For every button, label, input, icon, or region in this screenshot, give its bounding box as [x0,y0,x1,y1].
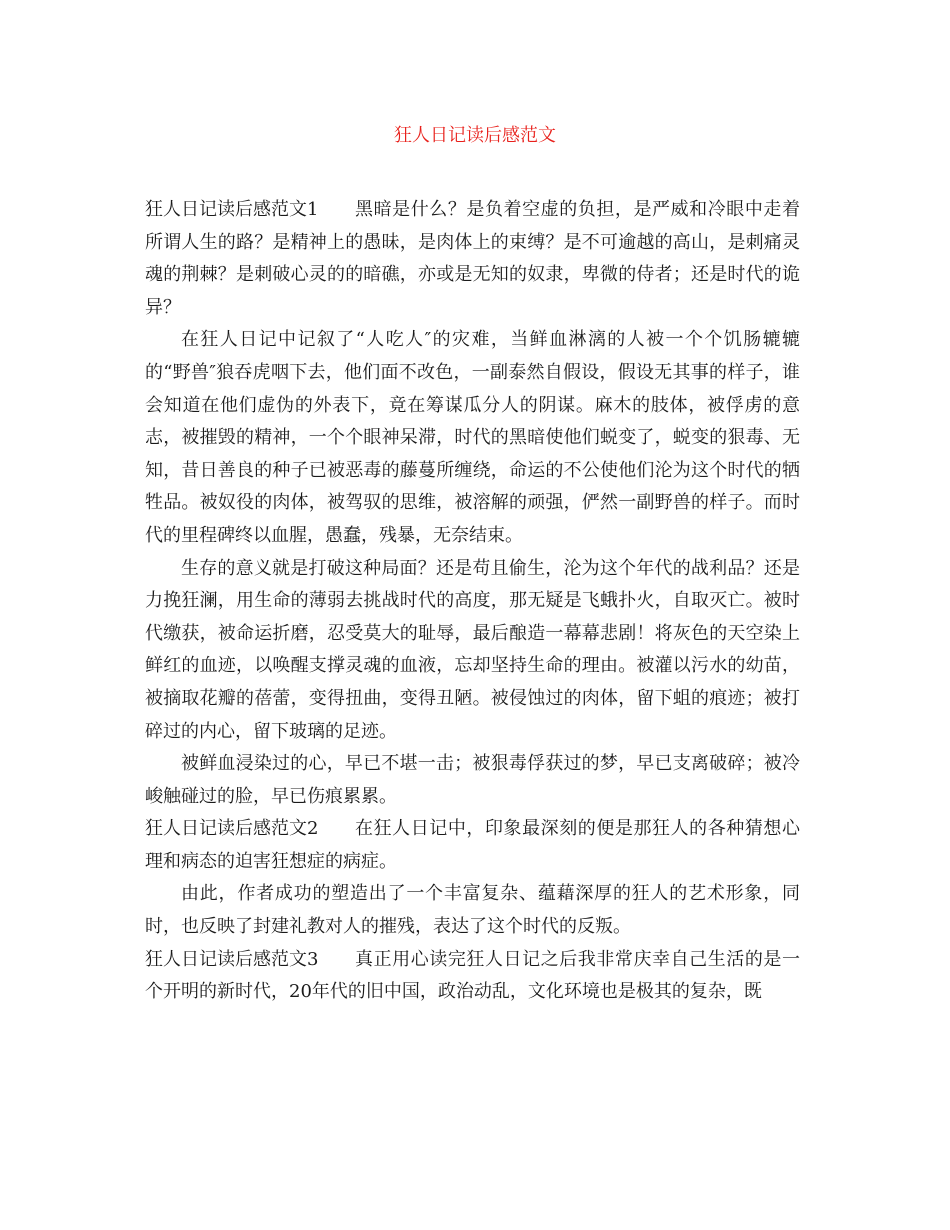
section-2-lead-paragraph [145,813,800,878]
section-3-heading: 狂人日记读后感范文3 [145,948,319,970]
section-1-paragraph-3: 被鲜血浸染过的心，早已不堪一击；被狠毒俘获过的梦，早已支离破碎；被冷峻触碰过的脸，早已伤痕累累。 [145,753,800,807]
document-body [145,194,800,1009]
section-1-paragraph-1: 在狂人日记中记叙了“人吃人″的灾难，当鲜血淋漓的人被一个个饥肠辘辘的“野兽″狼吞虎咽下去，他们面不改色，一副泰然自假设，假设无其事的样子，谁会知道在他们虚伪的外表下，竟在筹谋瓜分人的阴谋。麻木的肢体，被俘虏的意志，被摧毁的精神，一个个眼神呆滞，时代的黑暗使他们蜕变了，蜕变的狠毒、无知，昔日善良的种子已被恶毒的藤蔓所缠绕，命运的不公使他们沦为这个时代的牺牲品。被奴役的肉体，被驾驭的思维，被溶解的顽强，俨然一副野兽的样子。而时代的里程碑终以血腥，愚蠢，残暴，无奈结束。 [145,329,800,546]
section-3-lead: 真正用心读完狂人日记之后我非常庆幸自己生活的是一个开明的新时代，20年代的旧中国，政治动乱，文化环境也是极其的复杂，既 [145,948,800,1003]
section-2-paragraph-1: 由此，作者成功的塑造出了一个丰富复杂、蕴藉深厚的狂人的艺术形象，同时，也反映了封建礼教对人的摧残，表达了这个时代的反叛。 [145,883,800,938]
section-2-lead: 在狂人日记中，印象最深刻的便是那狂人的各种猜想心理和病态的迫害狂想症的病症。 [145,818,800,872]
section-1-lead-paragraph [145,194,800,324]
section-1-heading: 狂人日记读后感范文1 [145,199,319,220]
section-2-heading: 狂人日记读后感范文2 [145,818,319,840]
section-1-lead: 黑暗是什么？是负着空虚的负担，是严威和冷眼中走着所谓人生的路？是精神上的愚昧，是肉体上的束缚？是不可逾越的高山，是刺痛灵魂的荆棘？是刺破心灵的的暗礁，亦或是无知的奴隶，卑微的侍者；还是时代的诡异？ [145,199,800,318]
section-3-lead-paragraph [145,944,800,1009]
section-1-paragraph-2: 生存的意义就是打破这种局面？还是苟且偷生，沦为这个年代的战利品？还是力挽狂澜，用生命的薄弱去挑战时代的高度，那无疑是飞蛾扑火，自取灭亡。被时代缴获，被命运折磨，忍受莫大的耻辱，最后酿造一幕幕悲剧！将灰色的天空染上鲜红的血迹，以唤醒支撑灵魂的血液，忘却坚持生命的理由。被灌以污水的幼苗，被摘取花瓣的蓓蕾，变得扭曲，变得丑陋。被侵蚀过的肉体，留下蛆的痕迹；被打碎过的内心，留下玻璃的足迹。 [145,557,800,742]
document-title: 狂人日记读后感范文 [394,125,556,146]
